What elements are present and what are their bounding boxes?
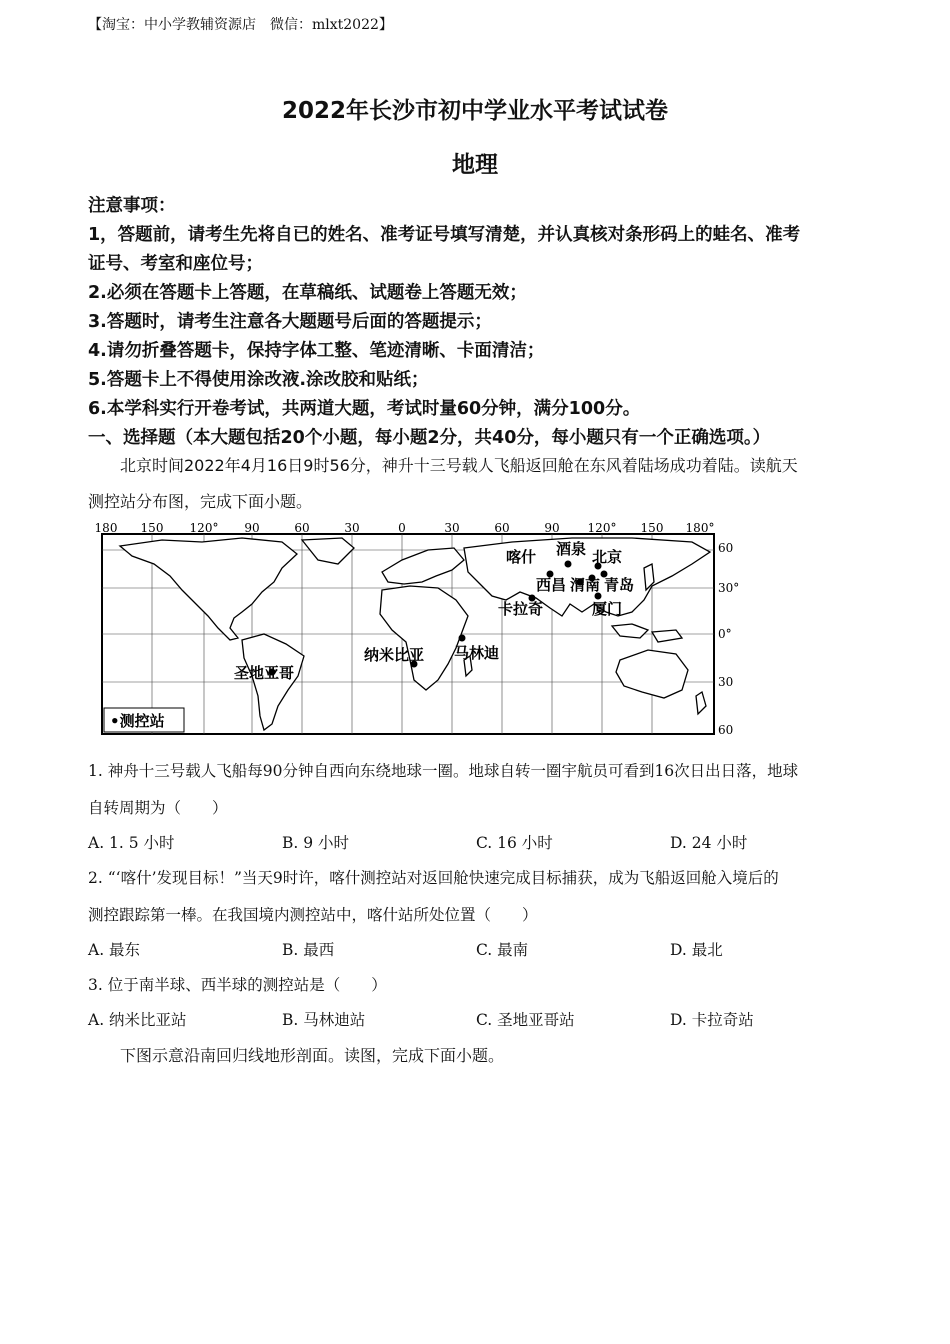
tick-label: 180 [94, 521, 118, 535]
option-d: D. 24 小时 [670, 834, 748, 852]
notice-item: 3.答题时，请考生注意各大题题号后面的答题提示； [88, 312, 492, 332]
notice-item: 6.本学科实行开卷考试，共两道大题，考试时量60分钟，满分100分。 [88, 399, 641, 419]
option-c: C. 圣地亚哥站 [476, 1011, 575, 1029]
intro-line-2: 测控站分布图，完成下面小题。 [88, 492, 313, 511]
section-heading: 一、选择题（本大题包括20个小题，每小题2分，共40分，每小题只有一个正确选项。） [88, 428, 771, 448]
header-note: 【淘宝：中小学教辅资源店 微信：mlxt2022】 [88, 17, 393, 33]
tick-label: 90 [244, 521, 260, 535]
option-c: C. 最南 [476, 941, 529, 959]
option-d: D. 最北 [670, 941, 723, 959]
tick-label: 30° [718, 581, 740, 595]
station-label: 马林迪 [454, 644, 500, 662]
world-map-figure [92, 520, 742, 742]
tracking-station-map [92, 520, 742, 742]
station-label: 纳米比亚 [364, 646, 425, 664]
tick-label: 120° [587, 521, 617, 535]
tick-label: 90 [544, 521, 560, 535]
station-label: 圣地亚哥 [234, 664, 295, 682]
next-intro: 下图示意沿南回归线地形剖面。读图，完成下面小题。 [120, 1046, 505, 1065]
station-label: 喀什 [506, 548, 537, 566]
top-tick-labels [95, 521, 715, 535]
notice-item: 1，答题前，请考生先将自已的姓名、准考证号填写清楚，并认真核对条形码上的蛙名、准考 [88, 225, 801, 245]
notice-item: 证号、考室和座位号； [88, 254, 263, 274]
notice-item: 4.请勿折叠答题卡，保持字体工整、笔迹清晰、卡面清洁； [88, 341, 545, 361]
question-3-line-1: 3. 位于南半球、西半球的测控站是（ ） [88, 976, 387, 994]
option-b: B. 9 小时 [282, 834, 350, 852]
station-label: 北京 [592, 548, 623, 566]
question-2-line-1: 2. “‘喀什’发现目标！”当天9时许，喀什测控站对返回舱快速完成目标捕获，成为飞船返回舱入境后的 [88, 869, 779, 887]
tick-label: 0° [718, 627, 732, 641]
option-b: B. 马林迪站 [282, 1011, 366, 1029]
tick-label: 60 [718, 723, 734, 737]
option-a: A. 纳米比亚站 [88, 1011, 187, 1029]
tick-label: 180° [685, 521, 715, 535]
tick-label: 30 [718, 675, 734, 689]
tick-label: 120° [189, 521, 219, 535]
tick-label: 150 [140, 521, 164, 535]
tick-label: 60 [294, 521, 310, 535]
station-label: 卡拉奇 [498, 600, 544, 618]
subject-title: 地理 [452, 152, 498, 178]
option-c: C. 16 小时 [476, 834, 553, 852]
station-label: 渭南 [570, 576, 601, 594]
option-b: B. 最西 [282, 941, 335, 959]
tick-label: 60 [494, 521, 510, 535]
option-a: A. 1. 5 小时 [88, 834, 175, 852]
notice-item: 2.必须在答题卡上答题，在草稿纸、试题卷上答题无效； [88, 283, 527, 303]
tick-label: 150 [640, 521, 664, 535]
tick-label: 30 [344, 521, 360, 535]
question-2-line-2: 测控跟踪第一棒。在我国境内测控站中，喀什站所处位置（ ） [88, 906, 538, 924]
legend-label: •测控站 [110, 712, 165, 730]
tick-label: 0 [398, 521, 406, 535]
station-dot-malindi [459, 635, 466, 642]
option-a: A. 最东 [88, 941, 141, 959]
station-label: 青岛 [604, 576, 635, 594]
station-label: 酒泉 [556, 540, 587, 558]
tick-label: 30 [444, 521, 460, 535]
station-label: 厦门 [592, 600, 623, 618]
option-d: D. 卡拉奇站 [670, 1011, 754, 1029]
intro-line-1: 北京时间2022年4月16日9时56分，神升十三号载人飞船返回舱在东风着陆场成功着陆。读航天 [120, 456, 798, 475]
question-1-line-1: 1. 神舟十三号载人飞船每90分钟自西向东绕地球一圈。地球自转一圈宇航员可看到16次日出日落，地球 [88, 762, 799, 780]
notice-item: 5.答题卡上不得使用涂改液.涂改胶和贴纸； [88, 370, 429, 390]
right-tick-labels [718, 541, 739, 737]
tick-label: 60 [718, 541, 734, 555]
exam-title: 2022年长沙市初中学业水平考试试卷 [281, 98, 668, 124]
notice-heading: 注意事项： [88, 196, 176, 216]
station-dot-jiuquan [565, 561, 572, 568]
station-label: 西昌 [536, 576, 567, 594]
question-1-line-2: 自转周期为（ ） [88, 799, 228, 817]
